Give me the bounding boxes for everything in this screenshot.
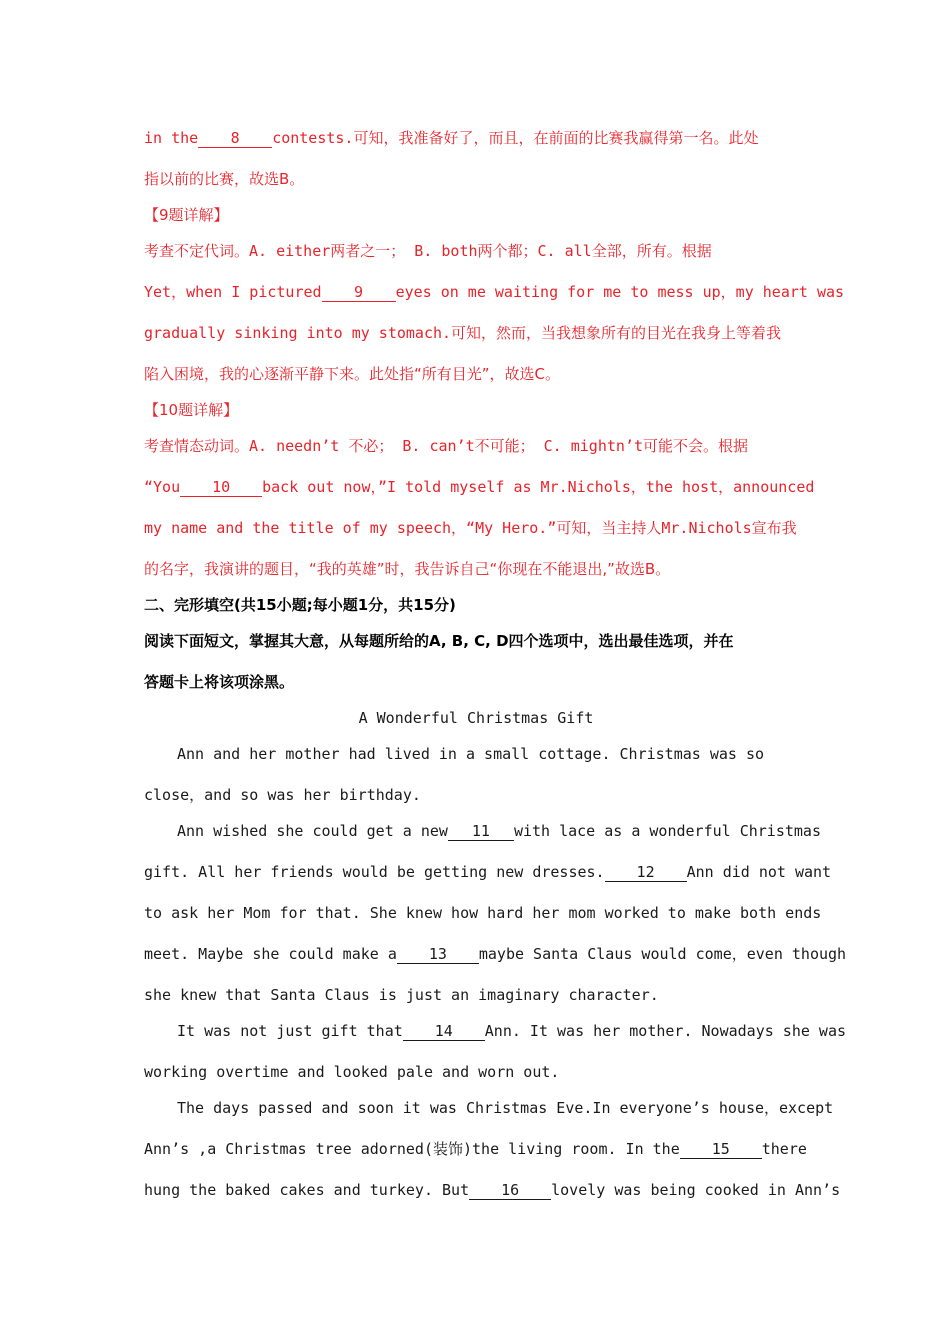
blank-14: 14 [403, 1022, 485, 1041]
passage-line [144, 1180, 840, 1200]
blank-9: 9 [322, 283, 396, 302]
blank-15: 15 [680, 1140, 762, 1159]
explanation-8-line-1 [144, 128, 758, 148]
blank-11: 11 [448, 822, 514, 841]
text-span: Ann. It was her mother. Nowadays she was [484, 1022, 847, 1040]
text-span: Yet，when I pictured [144, 283, 322, 301]
blank-13: 13 [397, 945, 479, 964]
blank-8: 8 [198, 129, 272, 148]
explanation-9-line-1: 考查不定代词。A. either两者之一； B. both两个都；C. all全部，所有。根据 [144, 242, 712, 260]
text-span: eyes on me waiting for me to mess up，my heart was [395, 283, 845, 301]
text-span: “You [144, 478, 181, 496]
text-span: there [761, 1140, 807, 1158]
text-span: contests.可知，我准备好了，而且，在前面的比赛我赢得第一名。此处 [272, 129, 759, 147]
explanation-10-line-4: 的名字，我演讲的题目，“我的英雄”时，我告诉自己“你现在不能退出,”故选B。 [144, 560, 671, 578]
section-2-instructions-2: 答题卡上将该项涂黑。 [144, 673, 295, 691]
section-2-heading: 二、完形填空(共15小题;每小题1分，共15分) [144, 596, 456, 614]
text-span: back out now，”I told myself as Mr.Nichols，the host，announced [262, 478, 815, 496]
text-span: Ann wished she could get a new [177, 822, 448, 840]
text-span: gift. All her friends would be getting new dresses. [144, 863, 605, 881]
explanation-9-line-2 [144, 282, 844, 302]
text-span: with lace as a wonderful Christmas [513, 822, 821, 840]
explanation-9-line-3: gradually sinking into my stomach.可知，然而，当我想象所有的目光在我身上等着我 [144, 324, 782, 342]
text-span: Ann did not want [686, 863, 832, 881]
text-span: lovely was being cooked in Ann’s [551, 1181, 841, 1199]
section-2-instructions-1: 阅读下面短文，掌握其大意，从每题所给的A, B, C, D四个选项中，选出最佳选项，并在 [144, 632, 734, 650]
blank-12: 12 [605, 863, 687, 882]
text-span: Ann’s ,a Christmas tree adorned(装饰)the living room. In the [144, 1140, 680, 1158]
passage-line: The days passed and soon it was Christmas Eve.In everyone’s house，except [177, 1099, 834, 1117]
text-span: meet. Maybe she could make a [144, 945, 397, 963]
explanation-8-line-2: 指以前的比赛，故选B。 [144, 170, 305, 188]
explanation-10-line-3: my name and the title of my speech，“My Hero.”可知，当主持人Mr.Nichols宣布我 [144, 519, 797, 537]
passage-line: to ask her Mom for that. She knew how hard her mom worked to make both ends [144, 904, 822, 922]
passage-line [144, 862, 831, 882]
explanation-9-heading: 【9题详解】 [144, 206, 229, 224]
text-span: maybe Santa Claus would come，even though [478, 945, 847, 963]
blank-16: 16 [469, 1181, 551, 1200]
passage-line: Ann and her mother had lived in a small cottage. Christmas was so [177, 745, 764, 763]
explanation-10-line-2 [144, 477, 814, 497]
passage-title: A Wonderful Christmas Gift [358, 709, 594, 727]
passage-line: close，and so was her birthday. [144, 786, 421, 804]
passage-line [144, 1139, 807, 1159]
passage-line: she knew that Santa Claus is just an imaginary character. [144, 986, 659, 1004]
explanation-10-heading: 【10题详解】 [144, 401, 239, 419]
text-span: in the [144, 129, 199, 147]
passage-line: working overtime and looked pale and worn out. [144, 1063, 560, 1081]
blank-10: 10 [180, 478, 262, 497]
passage-line [144, 821, 821, 841]
text-span: It was not just gift that [177, 1022, 403, 1040]
explanation-10-line-1: 考查情态动词。A. needn’t 不必； B. can’t不可能； C. mightn’t可能不会。根据 [144, 437, 748, 455]
passage-line [144, 944, 846, 964]
text-span: hung the baked cakes and turkey. But [144, 1181, 470, 1199]
explanation-9-line-4: 陷入困境，我的心逐渐平静下来。此处指“所有目光”，故选C。 [144, 365, 561, 383]
passage-line [144, 1021, 846, 1041]
